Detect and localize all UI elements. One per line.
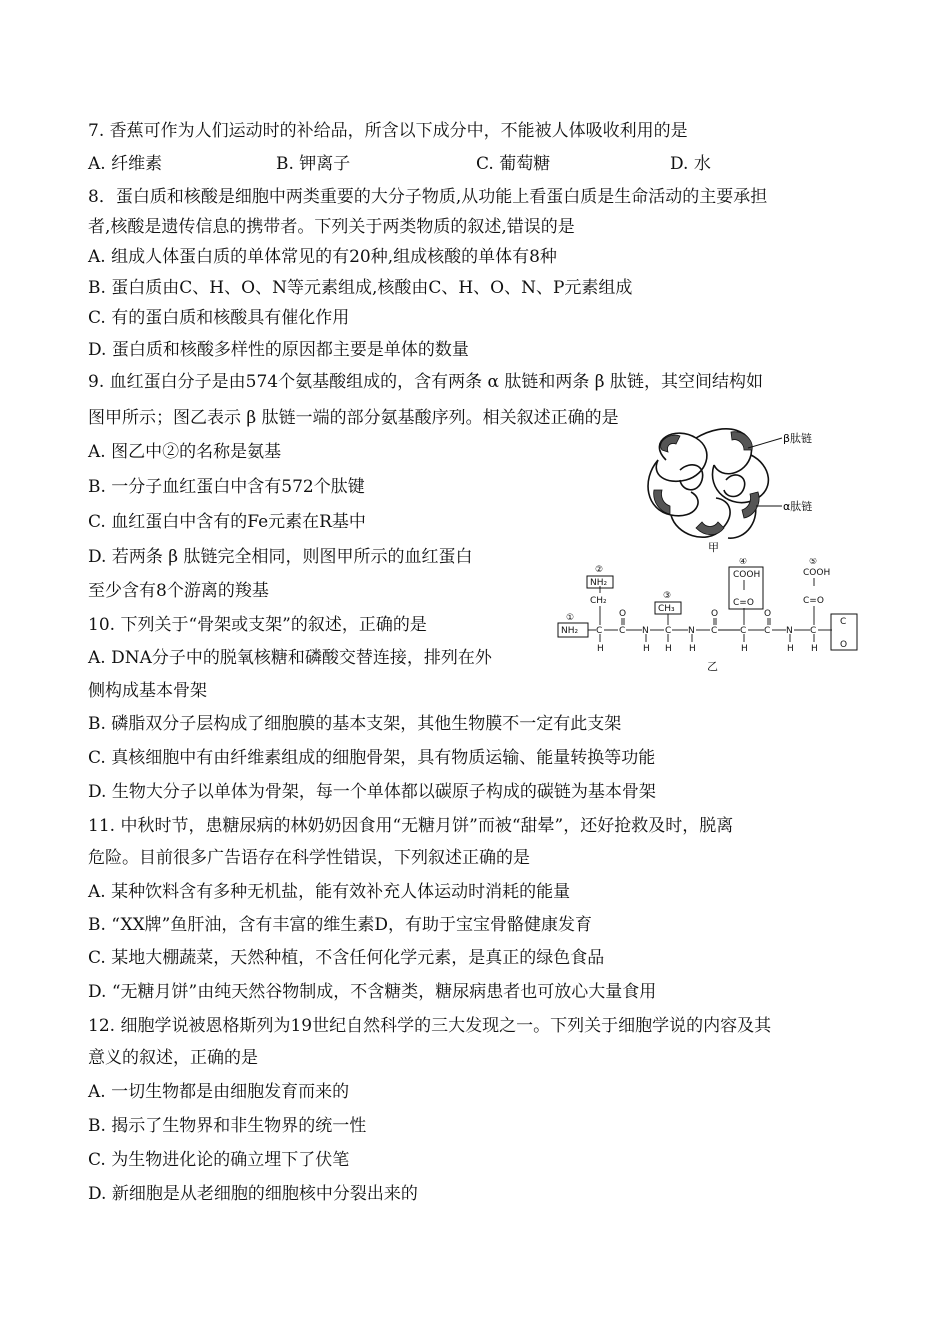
carbonyl-carbon-3: C bbox=[764, 626, 771, 636]
q8-stem-line2: 者,核酸是遗传信息的携带者。下列关于两类物质的叙述,错误的是 bbox=[88, 217, 575, 237]
q11-stem-line2: 危险。目前很多广告语存在科学性错误，下列叙述正确的是 bbox=[88, 848, 530, 868]
side-chain-ceqo-5: C=O bbox=[803, 596, 824, 606]
side-chain-ceqo-4: C=O bbox=[733, 598, 754, 608]
hydrogen-7: H bbox=[811, 644, 818, 654]
q12-option-c: C. 为生物进化论的确立埋下了伏笔 bbox=[88, 1150, 350, 1170]
amide-nitrogen-1: N bbox=[642, 626, 649, 636]
q11-option-a: A. 某种饮料含有多种无机盐，能有效补充人体运动时消耗的能量 bbox=[88, 882, 571, 902]
alpha-carbon-1: C bbox=[596, 626, 603, 636]
hydrogen-5: H bbox=[741, 644, 748, 654]
hydrogen-2: H bbox=[643, 644, 650, 654]
ribbon-shading bbox=[654, 432, 759, 535]
terminal-carbonyl-oxygen: O bbox=[840, 640, 848, 650]
q12-option-a: A. 一切生物都是由细胞发育而来的 bbox=[88, 1082, 350, 1102]
mark-3: ③ bbox=[663, 591, 672, 601]
q9-stem-line1: 9. 血红蛋白分子是由574个氨基酸组成的，含有两条 α 肽链和两条 β 肽链，其空间结构如 bbox=[88, 372, 763, 392]
hydrogen-6: H bbox=[787, 644, 794, 654]
q7-option-d: D. 水 bbox=[670, 154, 711, 174]
q11-option-d: D. “无糖月饼”由纯天然谷物制成，不含糖类，糖尿病患者也可放心大量食用 bbox=[88, 982, 657, 1002]
q7-option-b: B. 钾离子 bbox=[276, 154, 351, 174]
carbonyl-oxygen-3: O bbox=[764, 609, 772, 619]
q12-option-d: D. 新细胞是从老细胞的细胞核中分裂出来的 bbox=[88, 1184, 418, 1204]
mark-2: ② bbox=[595, 565, 604, 575]
mark-5: ⑤ bbox=[809, 558, 818, 567]
mark-4: ④ bbox=[739, 558, 748, 567]
alpha-carbon-4: C bbox=[810, 626, 817, 636]
terminal-nh2: NH₂ bbox=[561, 626, 579, 636]
q10-option-d: D. 生物大分子以单体为骨架，每一个单体都以碳原子构成的碳链为基本骨架 bbox=[88, 782, 656, 802]
hydrogen-1: H bbox=[597, 644, 604, 654]
q10-option-a-line1: A. DNA分子中的脱氧核糖和磷酸交替连接，排列在外 bbox=[88, 648, 492, 668]
q8-option-c: C. 有的蛋白质和核酸具有催化作用 bbox=[88, 308, 350, 328]
q7-stem: 7. 香蕉可作为人们运动时的补给品，所含以下成分中，不能被人体吸收利用的是 bbox=[88, 121, 688, 141]
q11-stem-line1: 11. 中秋时节，患糖尿病的林奶奶因食用“无糖月饼”而被“甜晕”，还好抢救及时，脱离 bbox=[88, 816, 734, 836]
q9-option-c: C. 血红蛋白中含有的Fe元素在R基中 bbox=[88, 512, 366, 532]
hydrogen-3: H bbox=[665, 644, 672, 654]
q7-option-c: C. 葡萄糖 bbox=[476, 154, 551, 174]
q11-option-b: B. “XX牌”鱼肝油，含有丰富的维生素D，有助于宝宝骨骼健康发育 bbox=[88, 915, 592, 935]
amide-nitrogen-2: N bbox=[688, 626, 695, 636]
terminal-carbonyl-carbon: C bbox=[840, 617, 847, 627]
side-chain-cooh-5: COOH bbox=[803, 568, 831, 578]
q10-option-a-line2: 侧构成基本骨架 bbox=[88, 681, 207, 701]
q7-options bbox=[88, 152, 848, 176]
hydrogen-4: H bbox=[689, 644, 696, 654]
alpha-carbon-3: C bbox=[740, 626, 747, 636]
q10-stem: 10. 下列关于“骨架或支架”的叙述，正确的是 bbox=[88, 615, 427, 635]
alpha-chain-label: α肽链 bbox=[783, 500, 813, 513]
q8-option-d: D. 蛋白质和核酸多样性的原因都主要是单体的数量 bbox=[88, 340, 469, 360]
q8-stem-line1: 8．蛋白质和核酸是细胞中两类重要的大分子物质,从功能上看蛋白质是生命活动的主要承担 bbox=[88, 187, 768, 207]
amino-acid-sequence-figure bbox=[555, 558, 870, 676]
side-chain-cooh-4: COOH bbox=[733, 570, 761, 580]
q12-stem-line2: 意义的叙述，正确的是 bbox=[88, 1048, 258, 1068]
carbonyl-carbon-2: C bbox=[711, 626, 718, 636]
q12-option-b: B. 揭示了生物界和非生物界的统一性 bbox=[88, 1116, 367, 1136]
q10-option-b: B. 磷脂双分子层构成了细胞膜的基本支架，其他生物膜不一定有此支架 bbox=[88, 714, 622, 734]
q7-option-a: A. 纤维素 bbox=[88, 154, 163, 174]
q9-stem-line2: 图甲所示；图乙表示 β 肽链一端的部分氨基酸序列。相关叙述正确的是 bbox=[88, 408, 619, 428]
amide-nitrogen-3: N bbox=[786, 626, 793, 636]
q9-option-d-line2: 至少含有8个游离的羧基 bbox=[88, 581, 269, 601]
alpha-carbon-2: C bbox=[665, 626, 672, 636]
mark-1: ① bbox=[566, 613, 575, 623]
side-chain-ch3: CH₃ bbox=[658, 604, 675, 614]
q8-option-b: B. 蛋白质由C、H、O、N等元素组成,核酸由C、H、O、N、P元素组成 bbox=[88, 278, 633, 298]
carbonyl-oxygen-1: O bbox=[619, 609, 627, 619]
q12-stem-line1: 12. 细胞学说被恩格斯列为19世纪自然科学的三大发现之一。下列关于细胞学说的内容及其 bbox=[88, 1016, 772, 1036]
q11-option-c: C. 某地大棚蔬菜，天然种植，不含任何化学元素，是真正的绿色食品 bbox=[88, 948, 605, 968]
hemoglobin-structure-figure bbox=[636, 420, 836, 555]
q9-option-d-line1: D. 若两条 β 肽链完全相同，则图甲所示的血红蛋白 bbox=[88, 547, 473, 567]
figure-jia-caption: 甲 bbox=[708, 541, 719, 554]
carbonyl-oxygen-2: O bbox=[711, 609, 719, 619]
q8-option-a: A. 组成人体蛋白质的单体常见的有20种,组成核酸的单体有8种 bbox=[88, 247, 557, 267]
figure-yi-caption: 乙 bbox=[707, 660, 718, 673]
beta-chain-label: β肽链 bbox=[783, 432, 813, 445]
q9-option-a: A. 图乙中②的名称是氨基 bbox=[88, 442, 282, 462]
q10-option-c: C. 真核细胞中有由纤维素组成的细胞骨架，具有物质运输、能量转换等功能 bbox=[88, 748, 656, 768]
side-chain-ch2: CH₂ bbox=[590, 596, 607, 606]
carbonyl-carbon-1: C bbox=[619, 626, 626, 636]
side-chain-nh2: NH₂ bbox=[590, 578, 608, 588]
q9-option-b: B. 一分子血红蛋白中含有572个肽键 bbox=[88, 477, 365, 497]
beta-chain-pointer bbox=[748, 438, 782, 448]
